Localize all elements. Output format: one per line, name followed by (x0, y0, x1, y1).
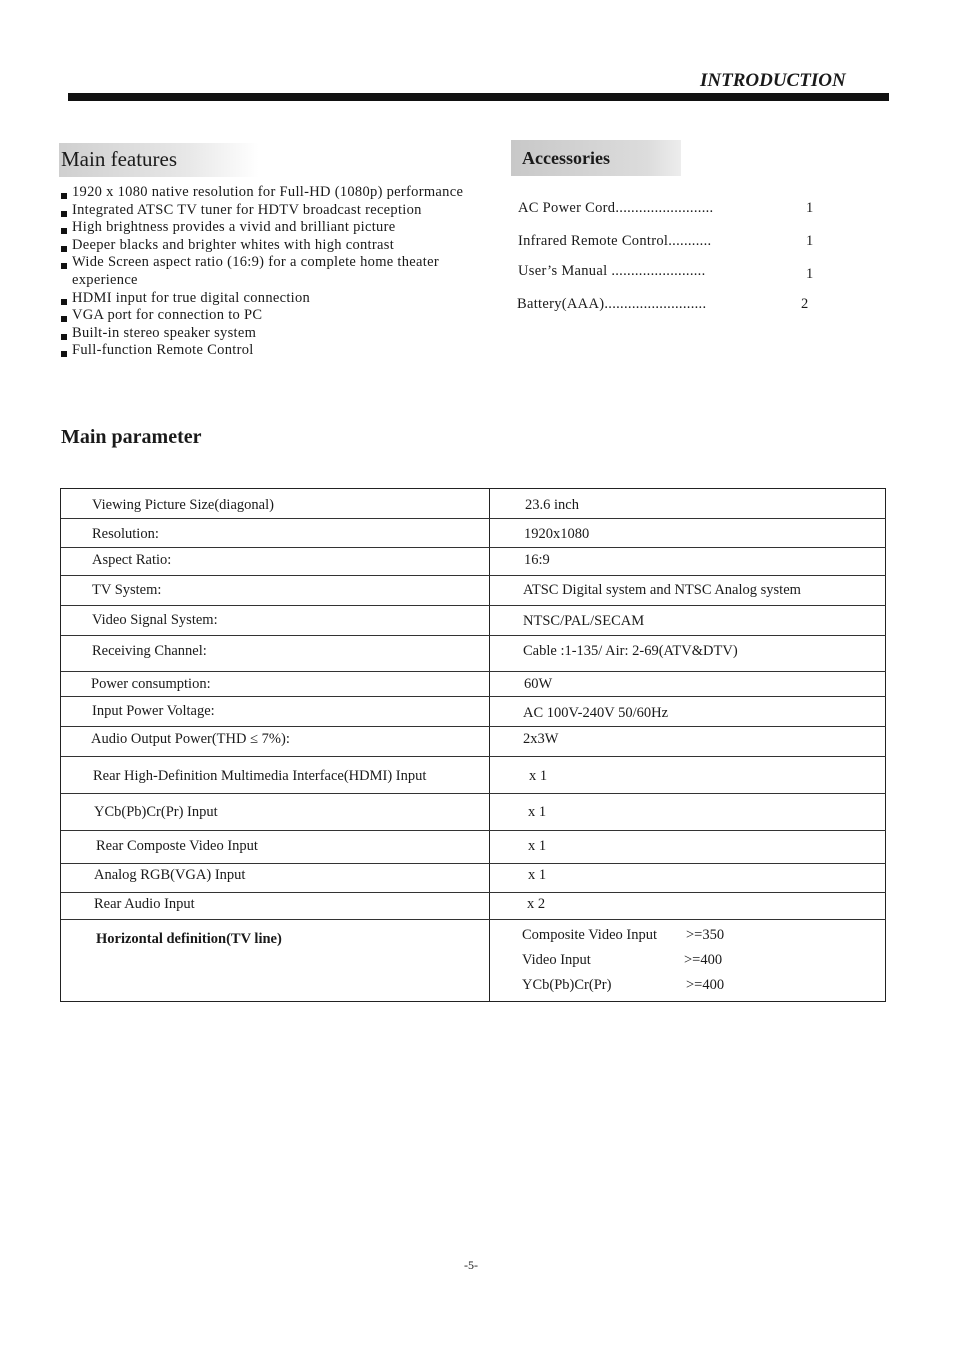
parameter-value: NTSC/PAL/SECAM (523, 613, 645, 629)
parameter-label: Power consumption: (91, 676, 211, 692)
parameter-value: x 1 (528, 838, 547, 854)
parameter-label: Rear Audio Input (94, 896, 195, 912)
accessory-qty: 1 (806, 200, 814, 216)
feature-item: HDMI input for true digital connection (61, 290, 491, 308)
table-row-divider (61, 863, 886, 864)
definition-item-name: YCb(Pb)Cr(Pr) (522, 977, 612, 993)
definition-item-name: Video Input (522, 952, 591, 968)
definition-item-value: >=400 (684, 952, 723, 968)
parameter-value: 16:9 (524, 552, 550, 568)
feature-item: Built-in stereo speaker system (61, 325, 491, 343)
parameter-label: Analog RGB(VGA) Input (94, 867, 246, 883)
features-list (61, 184, 491, 360)
header-rule (68, 93, 889, 101)
accessory-name: Infrared Remote Control........... (518, 233, 712, 249)
table-row-divider (61, 671, 886, 672)
table-row-divider (61, 919, 886, 920)
feature-item: High brightness provides a vivid and brilliant picture (61, 219, 491, 237)
parameter-value: AC 100V-240V 50/60Hz (523, 705, 669, 721)
feature-item: Full-function Remote Control (61, 342, 491, 360)
table-row-divider (61, 793, 886, 794)
definition-label: Horizontal definition(TV line) (96, 931, 282, 947)
feature-item: Deeper blacks and brighter whites with high contrast (61, 237, 491, 255)
parameter-value: x 1 (528, 867, 547, 883)
page-number: -5- (464, 1258, 478, 1272)
table-row-divider (61, 635, 886, 636)
parameter-label: Input Power Voltage: (92, 703, 215, 719)
accessory-qty: 2 (801, 296, 809, 312)
bullet-icon (61, 334, 67, 340)
table-row-divider (61, 575, 886, 576)
table-column-divider (489, 488, 490, 1002)
feature-item: Wide Screen aspect ratio (16:9) for a complete home theater experience (61, 254, 491, 289)
feature-item: Integrated ATSC TV tuner for HDTV broadcast reception (61, 202, 491, 220)
section-title: INTRODUCTION (700, 70, 846, 91)
parameter-value: ATSC Digital system and NTSC Analog system (523, 582, 801, 598)
parameter-label: Receiving Channel: (92, 643, 207, 659)
parameter-label: Rear High-Definition Multimedia Interface(HDMI) Input (93, 768, 427, 784)
definition-item-value: >=350 (686, 927, 725, 943)
table-row-divider (61, 605, 886, 606)
definition-item-name: Composite Video Input (522, 927, 657, 943)
parameter-value: 2x3W (523, 731, 559, 747)
table-row-divider (61, 892, 886, 893)
feature-item: VGA port for connection to PC (61, 307, 491, 325)
feature-item: 1920 x 1080 native resolution for Full-HD (1080p) performance (61, 184, 491, 202)
features-heading: Main features (61, 147, 178, 171)
table-row-divider (61, 696, 886, 697)
parameter-label: Video Signal System: (92, 612, 218, 628)
parameter-label: Audio Output Power(THD ≤ 7%): (91, 731, 290, 747)
bullet-icon (61, 211, 67, 217)
bullet-icon (61, 351, 67, 357)
bullet-icon (61, 316, 67, 322)
table-row-divider (61, 518, 886, 519)
table-row-divider (61, 547, 886, 548)
bullet-icon (61, 228, 67, 234)
accessory-name: AC Power Cord......................... (518, 200, 714, 216)
parameter-value: x 1 (529, 768, 548, 784)
parameter-value: x 2 (527, 896, 546, 912)
bullet-icon (61, 246, 67, 252)
table-row-divider (61, 830, 886, 831)
parameter-label: Aspect Ratio: (92, 552, 172, 568)
parameter-value: x 1 (528, 804, 547, 820)
bullet-icon (61, 263, 67, 269)
parameter-label: TV System: (92, 582, 162, 598)
accessory-name: Battery(AAA).......................... (517, 296, 707, 312)
table-row-divider (61, 726, 886, 727)
bullet-icon (61, 299, 67, 305)
parameter-label: Rear Composte Video Input (96, 838, 258, 854)
parameter-value: 60W (524, 676, 553, 692)
accessories-heading: Accessories (522, 148, 610, 168)
parameter-label: Viewing Picture Size(diagonal) (92, 497, 274, 513)
accessory-qty: 1 (806, 233, 814, 249)
parameter-value: Cable :1-135/ Air: 2-69(ATV&DTV) (523, 643, 738, 659)
definition-item-value: >=400 (686, 977, 725, 993)
bullet-icon (61, 193, 67, 199)
parameter-value: 23.6 inch (525, 497, 579, 513)
table-row-divider (61, 756, 886, 757)
accessory-qty: 1 (806, 266, 814, 282)
accessory-name: User’s Manual ........................ (518, 263, 706, 279)
parameter-label: YCb(Pb)Cr(Pr) Input (94, 804, 218, 820)
parameter-heading: Main parameter (61, 426, 202, 448)
parameter-label: Resolution: (92, 526, 159, 542)
parameter-value: 1920x1080 (524, 526, 590, 542)
